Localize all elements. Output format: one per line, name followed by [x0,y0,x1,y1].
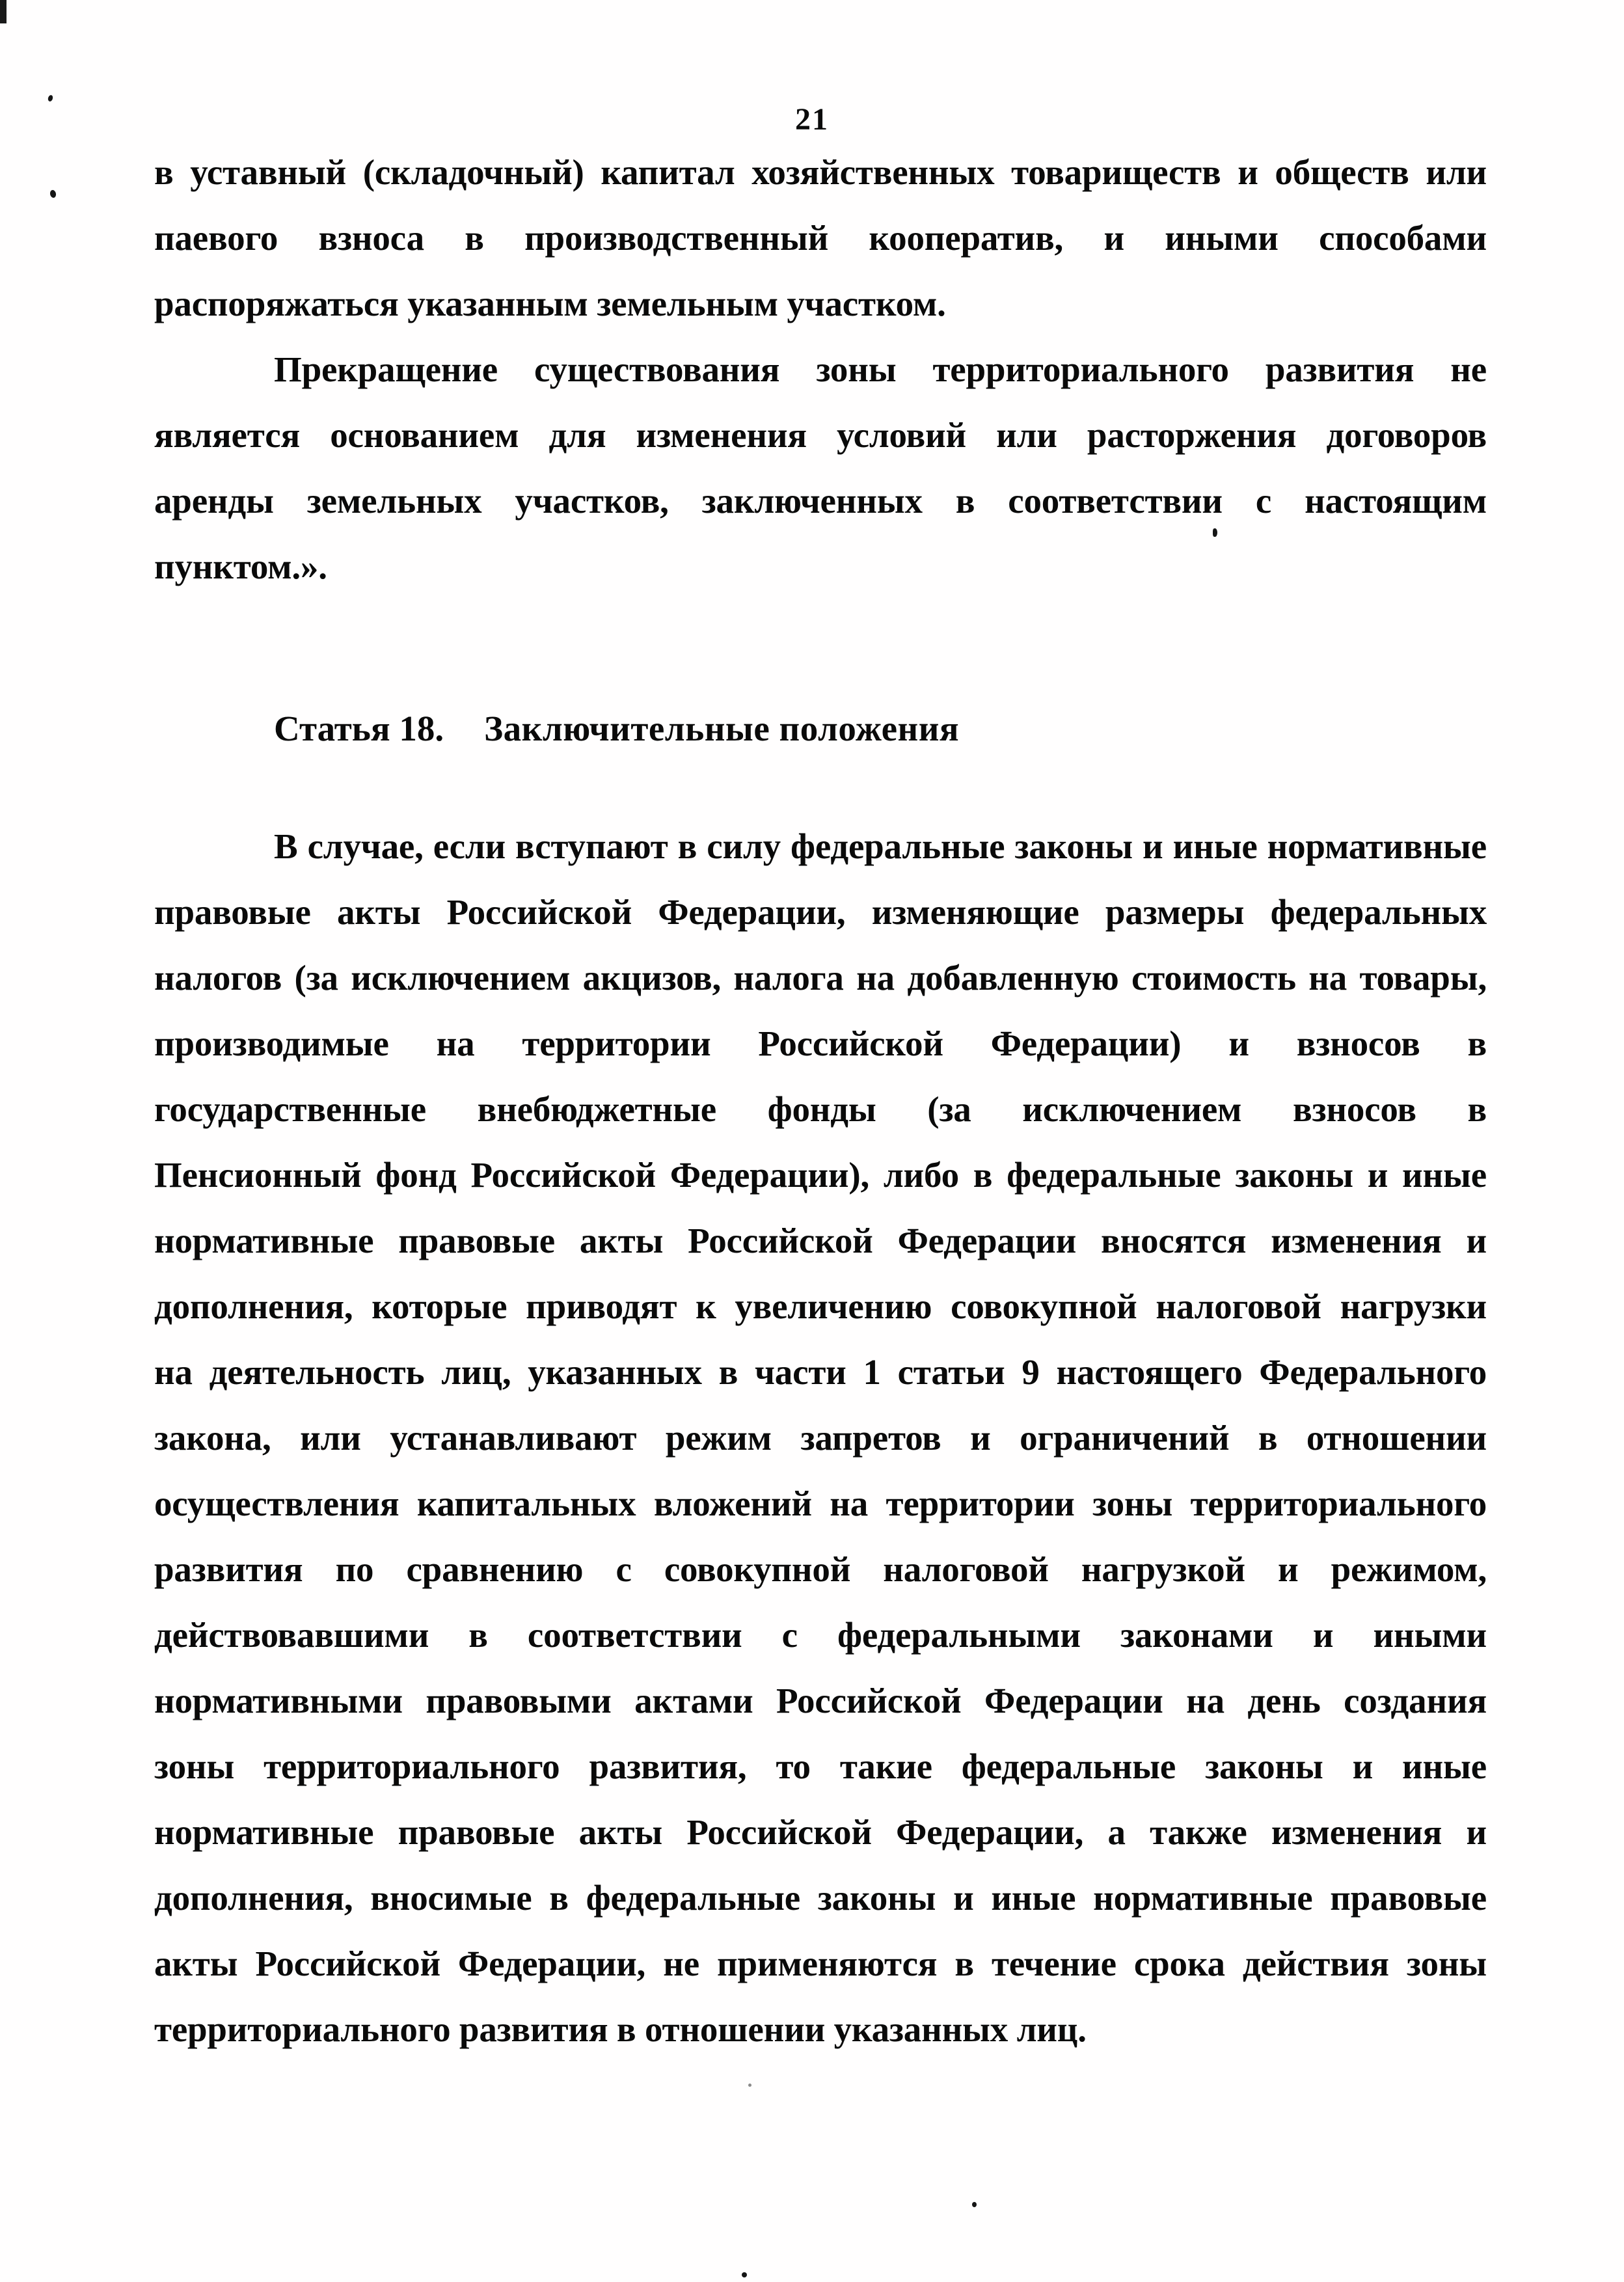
text-line: правовые акты Российской Федерации, изменяющие размеры федеральных [154,892,1487,932]
scan-speck [742,2272,747,2277]
scan-speck [748,2084,751,2087]
text-line: акты Российской Федерации, не применяются в течение срока действия зоны [154,1944,1487,1983]
text-line: аренды земельных участков, заключенных в соответствии с настоящим [154,481,1487,521]
article-number-label: Статья 18. [274,709,444,748]
scan-edge-artifact [0,0,7,23]
text-line: налогов (за исключением акцизов, налога на добавленную стоимость на товары, [154,958,1487,998]
article-title: Заключительные положения [484,709,960,748]
text-line: дополнения, которые приводят к увеличению совокупной налоговой нагрузки [154,1286,1487,1326]
text-line: дополнения, вносимые в федеральные законы и иные нормативные правовые [154,1878,1487,1918]
text-line: осуществления капитальных вложений на территории зоны территориального [154,1484,1487,1523]
text-line: распоряжаться указанным земельным участком. [154,284,946,323]
text-line: нормативные правовые акты Российской Федерации вносятся изменения и [154,1221,1487,1260]
text-line: В случае, если вступают в силу федеральные законы и иные нормативные [274,826,1487,866]
text-line: Пенсионный фонд Российской Федерации), либо в федеральные законы и иные [154,1155,1487,1195]
paragraph-final-provisions [154,813,1487,2062]
text-line: закона, или устанавливают режим запретов и ограничений в отношении [154,1418,1487,1458]
text-line: пунктом.». [154,547,327,586]
text-line: паевого взноса в производственный кооператив, и иными способами [154,218,1487,258]
text-line: Прекращение существования зоны территориального развития не [274,349,1487,389]
paragraph-capital-contribution [154,139,1487,336]
text-line: нормативными правовыми актами Российской Федерации на день создания [154,1681,1487,1720]
text-line: действовавшими в соответствии с федеральными законами и иными [154,1615,1487,1655]
article-heading [274,696,959,761]
text-line: является основанием для изменения условий или расторжения договоров [154,415,1487,455]
text-line: в уставный (складочный) капитал хозяйственных товариществ и обществ или [154,152,1487,192]
text-line: производимые на территории Российской Федерации) и взносов в [154,1024,1487,1063]
text-line: на деятельность лиц, указанных в части 1 статьи 9 настоящего Федерального [154,1352,1487,1392]
scan-speck [49,189,57,198]
text-line: государственные внебюджетные фонды (за исключением взносов в [154,1089,1487,1129]
scan-speck [972,2202,977,2207]
scan-speck [47,94,54,102]
paragraph-zone-termination [154,336,1487,599]
text-line: нормативные правовые акты Российской Федерации, а также изменения и [154,1812,1487,1852]
text-line: развития по сравнению с совокупной налоговой нагрузкой и режимом, [154,1549,1487,1589]
page-number: 21 [795,102,829,137]
text-line: зоны территориального развития, то такие федеральные законы и иные [154,1746,1487,1786]
text-line: территориального развития в отношении указанных лиц. [154,2009,1087,2049]
